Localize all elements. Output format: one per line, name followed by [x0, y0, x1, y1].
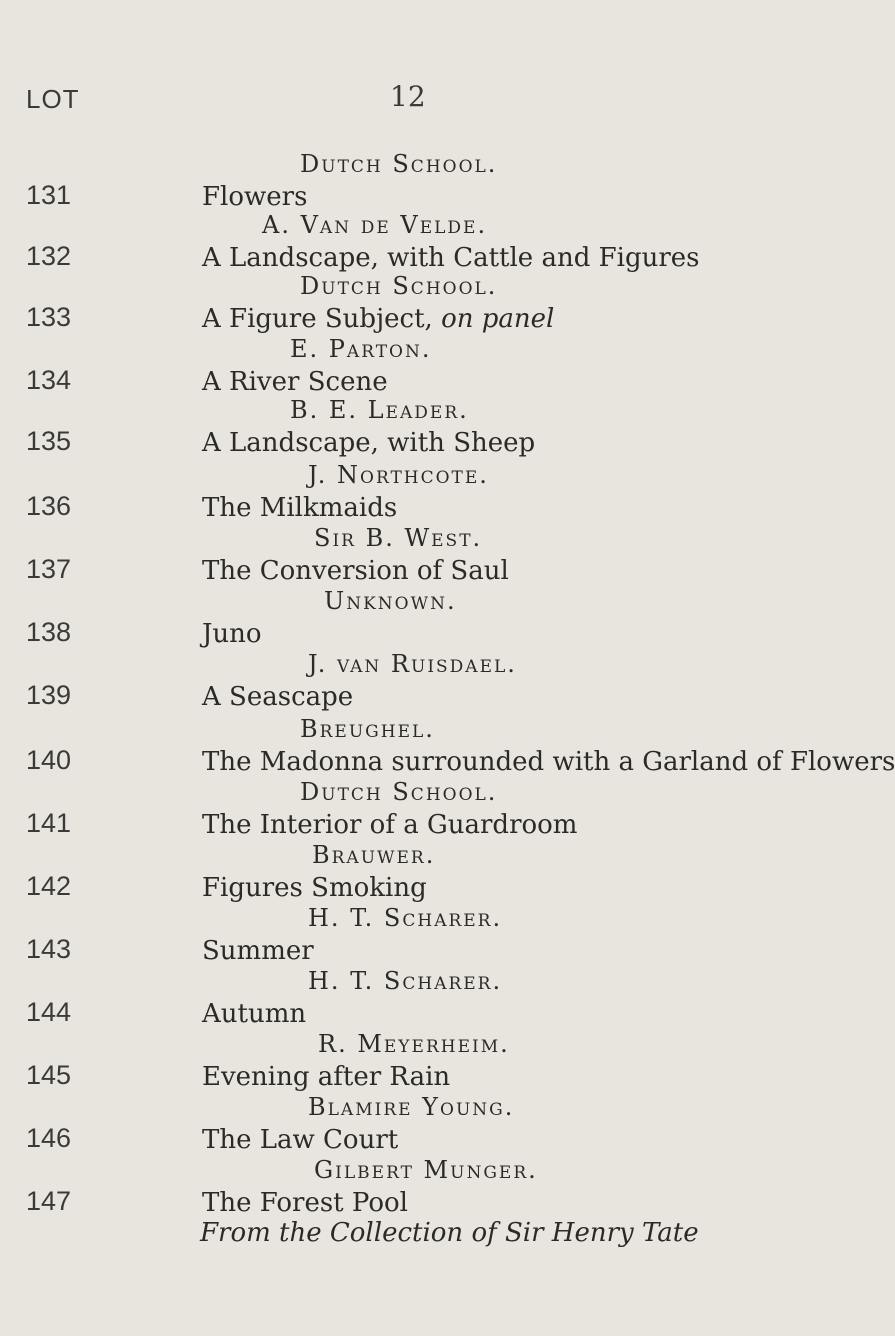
- artist-name: J. van Ruisdael.: [308, 650, 517, 678]
- lot-number: 147: [26, 1186, 72, 1216]
- painting-title: The Forest Pool: [202, 1188, 408, 1218]
- lot-number: 146: [26, 1123, 72, 1153]
- lot-number: 141: [26, 808, 72, 838]
- lot-number: 143: [26, 934, 72, 964]
- painting-title: The Madonna surrounded with a Garland of Flowers: [202, 747, 895, 777]
- lot-number: 135: [26, 426, 72, 456]
- painting-title: Summer: [202, 936, 314, 966]
- lot-number: 139: [26, 680, 72, 710]
- artist-name: A. Van de Velde.: [262, 211, 488, 239]
- painting-title: The Interior of a Guardroom: [202, 810, 578, 840]
- painting-title: Evening after Rain: [202, 1062, 451, 1092]
- provenance-note: From the Collection of Sir Henry Tate: [200, 1218, 699, 1248]
- lot-number: 145: [26, 1060, 72, 1090]
- painting-title: A Figure Subject, on panel: [202, 304, 555, 334]
- artist-name: Blamire Young.: [308, 1093, 515, 1121]
- page-number: 12: [390, 80, 426, 113]
- artist-name: Gilbert Munger.: [314, 1156, 538, 1184]
- artist-name: H. T. Scharer.: [308, 967, 503, 995]
- artist-name: Sir B. West.: [314, 524, 483, 552]
- lot-number: 134: [26, 365, 72, 395]
- lot-number: 133: [26, 302, 72, 332]
- lot-number: 132: [26, 241, 72, 271]
- lot-number: 137: [26, 554, 72, 584]
- artist-name: Brauwer.: [312, 841, 436, 869]
- artist-name: E. Parton.: [290, 335, 432, 363]
- artist-name: Dutch School.: [300, 150, 498, 178]
- artist-name: R. Meyerheim.: [318, 1030, 510, 1058]
- artist-name: Unknown.: [324, 587, 457, 615]
- painting-title: A Landscape, with Sheep: [202, 428, 536, 458]
- artist-name: Breughel.: [300, 715, 435, 743]
- artist-name: J. Northcote.: [308, 461, 489, 489]
- painting-title: Flowers: [202, 182, 308, 212]
- painting-title: The Conversion of Saul: [202, 556, 509, 586]
- painting-title: The Milkmaids: [202, 493, 398, 523]
- lot-number: 140: [26, 745, 72, 775]
- lot-column-heading: LOT: [26, 84, 80, 114]
- painting-title: The Law Court: [202, 1125, 399, 1155]
- lot-number: 131: [26, 180, 72, 210]
- artist-name: Dutch School.: [300, 778, 498, 806]
- lot-number: 136: [26, 491, 72, 521]
- artist-name: H. T. Scharer.: [308, 904, 503, 932]
- painting-title: A Landscape, with Cattle and Figures: [202, 243, 700, 273]
- lot-number: 142: [26, 871, 72, 901]
- lot-number: 144: [26, 997, 72, 1027]
- painting-title: Juno: [202, 619, 262, 649]
- lot-number: 138: [26, 617, 72, 647]
- painting-title: Autumn: [202, 999, 307, 1029]
- artist-name: B. E. Leader.: [290, 396, 469, 424]
- artist-name: Dutch School.: [300, 272, 498, 300]
- painting-title: A River Scene: [202, 367, 388, 397]
- painting-title: A Seascape: [202, 682, 354, 712]
- painting-title: Figures Smoking: [202, 873, 427, 903]
